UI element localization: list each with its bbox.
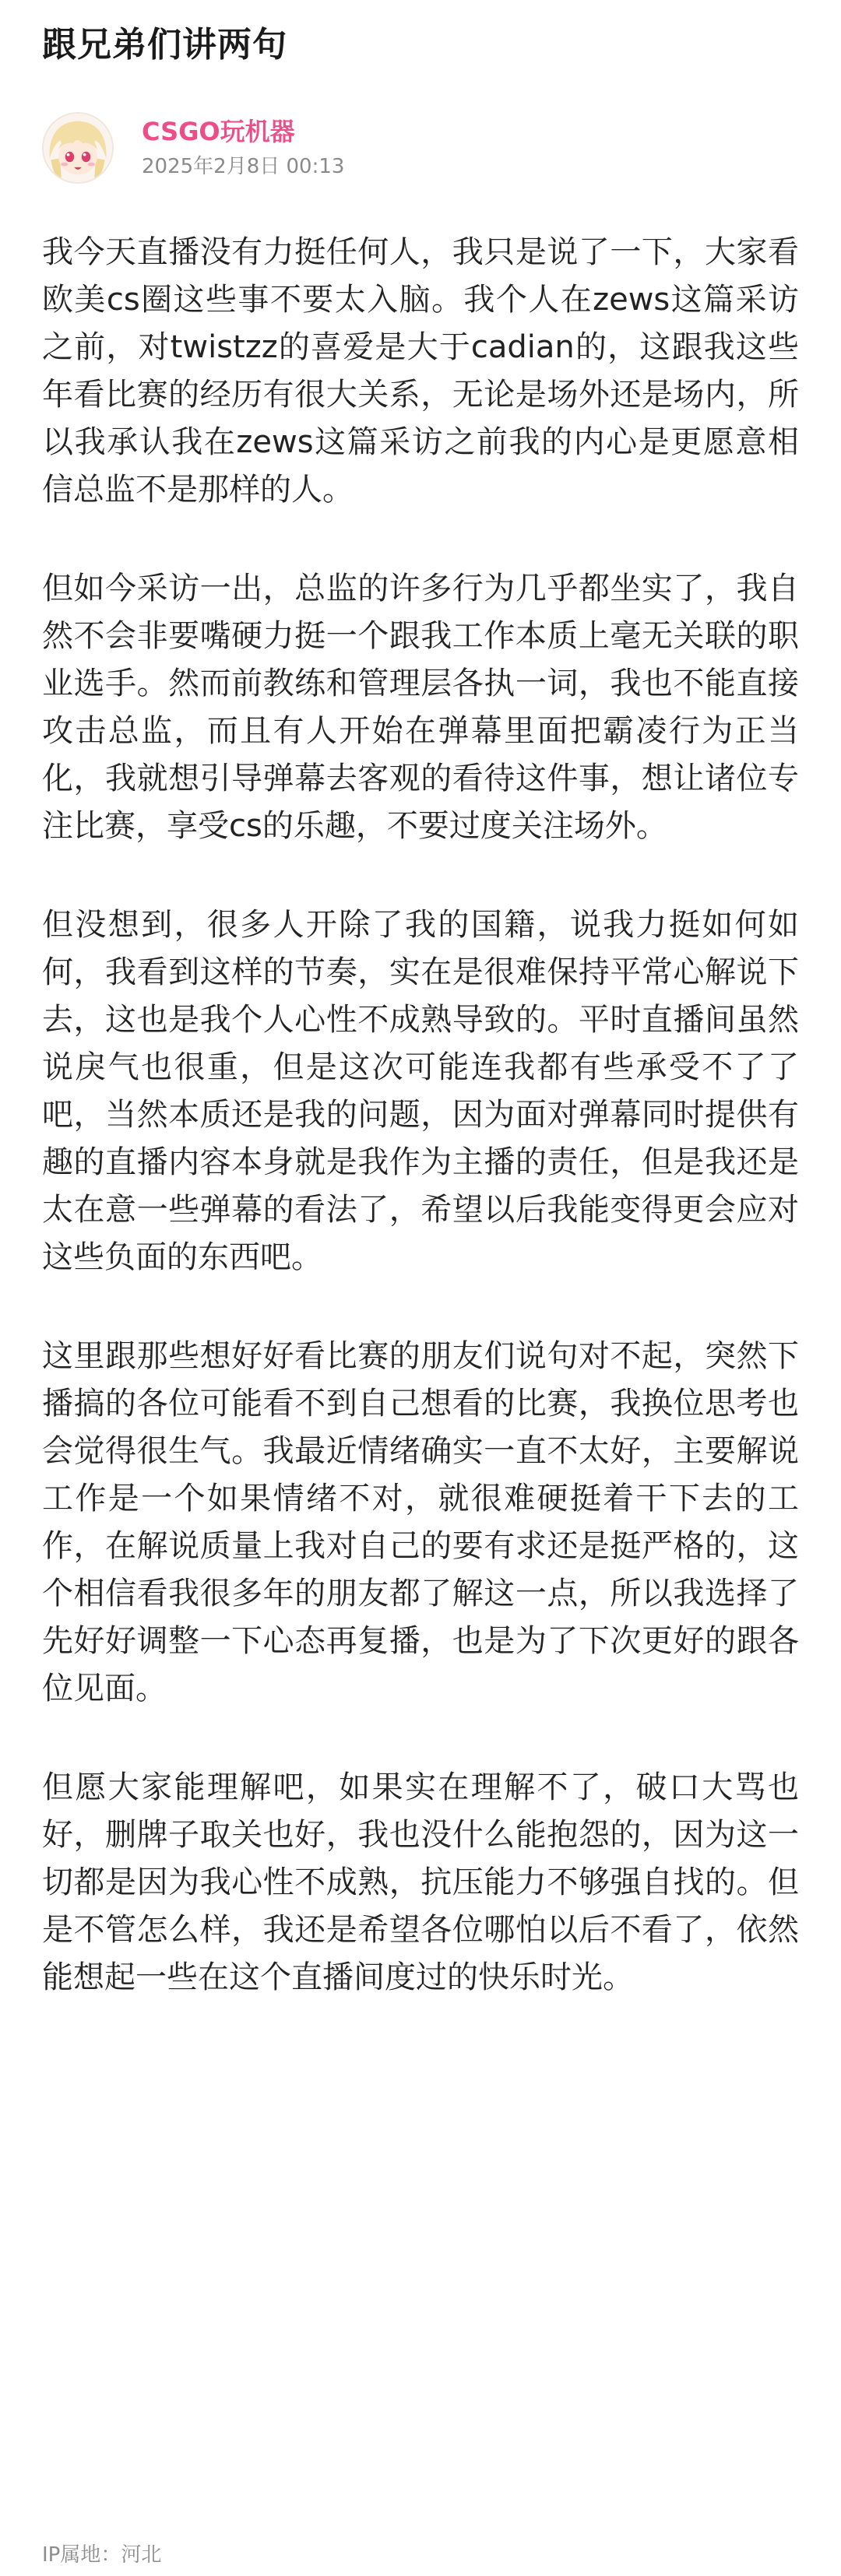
post-timestamp: 2025年2月8日 00:13	[142, 155, 345, 178]
post-title: 跟兄弟们讲两句	[42, 25, 287, 65]
post-paragraph: 这里跟那些想好好看比赛的朋友们说句对不起，突然下播搞的各位可能看不到自己想看的比赛，我换位思考也会觉得很生气。我最近情绪确实一直不太好，主要解说工作是一个如果情绪不对，就很难硬挺着干下去的工作，在解说质量上我对自己的要有求还是挺严格的，这个相信看我很多年的朋友都了解这一点，所以我选择了先好好调整一下心态再复播，也是为了下次更好的跟各位见面。	[42, 1338, 799, 1706]
author-row	[42, 109, 799, 187]
post-content	[42, 229, 799, 2001]
author-name[interactable]: CSGO玩机器	[142, 117, 295, 146]
post-paragraph: 但没想到，很多人开除了我的国籍，说我力挺如何如何，我看到这样的节奏，实在是很难保持平常心解说下去，这也是我个人心性不成熟导致的。平时直播间虽然说戾气也很重，但是这次可能连我都有些承受不了了吧，当然本质还是我的问题，因为面对弹幕同时提供有趣的直播内容本身就是我作为主播的责任，但是我还是太在意一些弹幕的看法了，希望以后我能变得更会应对这些负面的东西吧。	[42, 907, 799, 1275]
ip-location: IP属地：河北	[42, 2543, 162, 2567]
post-paragraph: 但愿大家能理解吧，如果实在理解不了，破口大骂也好，删牌子取关也好，我也没什么能抱怨的，因为这一切都是因为我心性不成熟，抗压能力不够强自找的。但是不管怎么样，我还是希望各位哪怕以后不看了，依然能想起一些在这个直播间度过的快乐时光。	[42, 1769, 799, 1995]
post-paragraph: 我今天直播没有力挺任何人，我只是说了一下，大家看欧美cs圈这些事不要太入脑。我个人在zews这篇采访之前，对twistzz的喜爱是大于cadian的，这跟我这些年看比赛的经历有很大关系，无论是场外还是场内，所以我承认我在zews这篇采访之前我的内心是更愿意相信总监不是那样的人。	[42, 234, 799, 508]
avatar[interactable]	[42, 112, 114, 184]
post-paragraph: 但如今采访一出，总监的许多行为几乎都坐实了，我自然不会非要嘴硬力挺一个跟我工作本质上毫无关联的职业选手。然而前教练和管理层各执一词，我也不能直接攻击总监，而且有人开始在弹幕里面把霸凌行为正当化，我就想引导弹幕去客观的看待这件事，想让诸位专注比赛，享受cs的乐趣，不要过度关注场外。	[42, 571, 799, 844]
anime-avatar-icon	[44, 114, 112, 182]
author-meta	[142, 114, 344, 181]
